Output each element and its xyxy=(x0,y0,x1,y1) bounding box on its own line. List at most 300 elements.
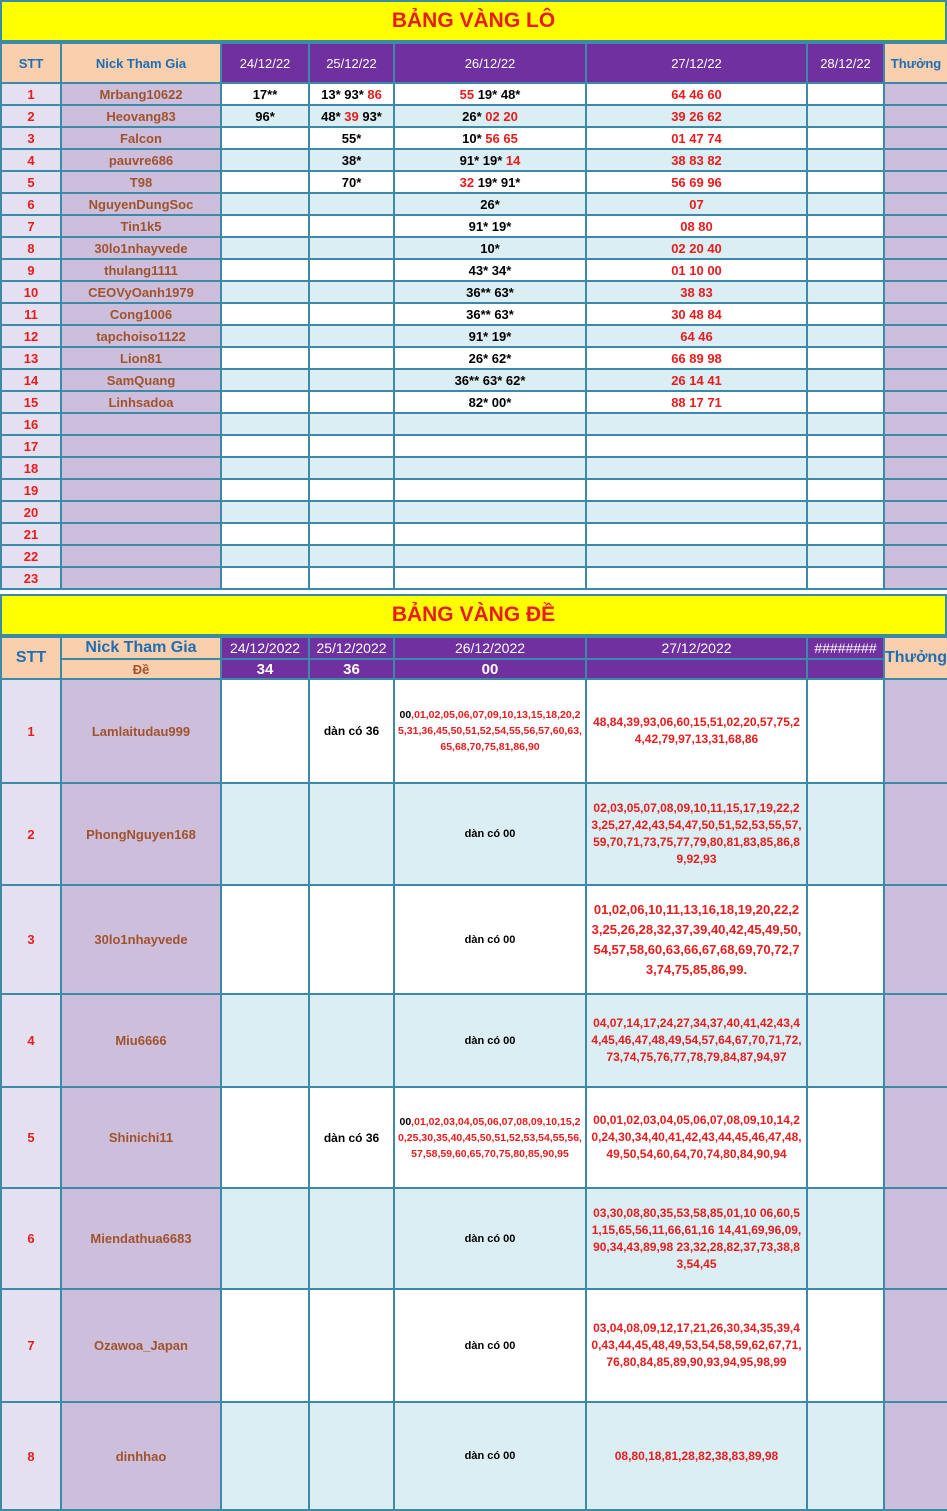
lo-pick-cell-1 xyxy=(221,215,309,237)
lo-pick-number: 01 10 00 xyxy=(671,262,722,278)
lo-pick-cell-1 xyxy=(221,149,309,171)
lo-pick-cell-2 xyxy=(309,237,394,259)
lo-pick-cell-4 xyxy=(586,567,807,589)
lo-bonus-cell xyxy=(884,215,947,237)
lo-pick-cell-5 xyxy=(807,193,884,215)
lo-pick-cell-3 xyxy=(394,259,586,281)
de-pick-cell-1 xyxy=(221,1289,309,1402)
lo-pick-number: 08 80 xyxy=(680,218,713,234)
lo-nick-cell xyxy=(61,457,221,479)
de-dan-note: dàn có 00 xyxy=(464,828,516,840)
lo-pick-cell-3 xyxy=(394,347,586,369)
lo-pick-cell-4 xyxy=(586,127,807,149)
de-header-nick: Nick Tham Gia xyxy=(61,637,221,659)
lo-pick-cell-3 xyxy=(394,413,586,435)
lo-pick-cell-5 xyxy=(807,325,884,347)
lo-pick-number: 19* 91* xyxy=(474,174,521,190)
lo-nick-cell xyxy=(61,413,221,435)
de-pick-cell-1 xyxy=(221,885,309,994)
lo-pick-cell-5 xyxy=(807,479,884,501)
lo-pick-cell-1 xyxy=(221,281,309,303)
lo-nick-cell: Tin1k5 xyxy=(61,215,221,237)
lo-nick-cell: Heovang83 xyxy=(61,105,221,127)
lo-stt-cell: 1 xyxy=(1,83,61,105)
lo-pick-number: 30 48 84 xyxy=(671,306,722,322)
de-pick-cell-3 xyxy=(394,994,586,1087)
lo-table-row xyxy=(1,193,947,215)
de-pick-cell-2 xyxy=(309,885,394,994)
lo-table-row xyxy=(1,237,947,259)
lo-table-row xyxy=(1,127,947,149)
de-dan-note: dàn có 00 xyxy=(464,1034,516,1047)
lo-table-row xyxy=(1,303,947,325)
lo-pick-number: 26 14 41 xyxy=(671,372,722,388)
de-pick-cell-2 xyxy=(309,994,394,1087)
lo-stt-cell: 2 xyxy=(1,105,61,127)
lo-pick-cell-5 xyxy=(807,369,884,391)
lo-pick-cell-4 xyxy=(586,457,807,479)
lo-pick-cell-3 xyxy=(394,545,586,567)
de-stt-cell: 3 xyxy=(1,885,61,994)
lo-pick-cell-5 xyxy=(807,435,884,457)
de-stt-cell: 4 xyxy=(1,994,61,1087)
lo-nick-cell: Lion81 xyxy=(61,347,221,369)
lo-pick-cell-2 xyxy=(309,171,394,193)
lo-pick-cell-4 xyxy=(586,237,807,259)
de-table-row xyxy=(1,1188,947,1289)
lo-bonus-cell xyxy=(884,347,947,369)
de-result-4 xyxy=(586,659,807,679)
lo-bonus-cell xyxy=(884,149,947,171)
lo-pick-cell-4 xyxy=(586,347,807,369)
lo-pick-number: 43* 34* xyxy=(468,262,512,278)
de-pick-cell-2: dàn có 36 xyxy=(309,1087,394,1188)
lo-bonus-cell xyxy=(884,545,947,567)
de-table-row xyxy=(1,994,947,1087)
lo-pick-cell-2 xyxy=(309,567,394,589)
de-pick-cell-2: dàn có 36 xyxy=(309,679,394,783)
lo-pick-cell-3 xyxy=(394,325,586,347)
de-pick-cell-2 xyxy=(309,1289,394,1402)
lo-stt-cell: 6 xyxy=(1,193,61,215)
lo-pick-number: 36** 63* 62* xyxy=(454,372,526,388)
lo-pick-cell-1 xyxy=(221,259,309,281)
lo-stt-cell: 18 xyxy=(1,457,61,479)
lo-pick-number: 88 17 71 xyxy=(671,394,722,410)
de-stt-cell: 8 xyxy=(1,1402,61,1510)
lo-pick-cell-1 xyxy=(221,347,309,369)
de-pick-cell-3 xyxy=(394,679,586,783)
lo-pick-cell-3 xyxy=(394,303,586,325)
de-pick-cell-1 xyxy=(221,1402,309,1510)
lo-pick-cell-2 xyxy=(309,325,394,347)
lo-table-row xyxy=(1,567,947,589)
lo-stt-cell: 21 xyxy=(1,523,61,545)
lo-nick-cell: Cong1006 xyxy=(61,303,221,325)
lo-pick-cell-4 xyxy=(586,171,807,193)
de-header-stt: STT xyxy=(1,637,61,679)
lo-pick-cell-2 xyxy=(309,457,394,479)
lo-pick-cell-2 xyxy=(309,105,394,127)
de-table-row xyxy=(1,1402,947,1510)
lo-pick-cell-5 xyxy=(807,347,884,369)
lo-pick-cell-4 xyxy=(586,149,807,171)
de-bonus-cell xyxy=(884,994,947,1087)
lo-pick-cell-3 xyxy=(394,479,586,501)
lo-pick-cell-4 xyxy=(586,215,807,237)
lo-pick-cell-1 xyxy=(221,457,309,479)
lo-pick-cell-1 xyxy=(221,435,309,457)
lo-pick-cell-2 xyxy=(309,347,394,369)
lo-pick-cell-3 xyxy=(394,435,586,457)
de-pick-cell-5 xyxy=(807,1087,884,1188)
lo-pick-number: 07 xyxy=(689,196,704,212)
lo-pick-number: 96* xyxy=(255,108,275,124)
lo-pick-cell-2 xyxy=(309,215,394,237)
de-table xyxy=(0,636,947,1511)
de-header-date-2: 25/12/2022 xyxy=(309,637,394,659)
lo-bonus-cell xyxy=(884,523,947,545)
lo-nick-cell xyxy=(61,523,221,545)
lo-pick-cell-3 xyxy=(394,237,586,259)
lo-pick-number: 14 xyxy=(505,152,521,168)
lo-pick-number: 93* xyxy=(358,108,382,124)
de-pick-cell-3 xyxy=(394,783,586,885)
lo-pick-cell-2 xyxy=(309,281,394,303)
lo-pick-cell-4 xyxy=(586,369,807,391)
lo-nick-cell xyxy=(61,479,221,501)
lo-stt-cell: 20 xyxy=(1,501,61,523)
de-number-list xyxy=(395,707,585,755)
lo-pick-cell-4 xyxy=(586,105,807,127)
lo-stt-cell: 15 xyxy=(1,391,61,413)
de-header-date-1: 24/12/2022 xyxy=(221,637,309,659)
lo-pick-cell-2 xyxy=(309,83,394,105)
de-result-row xyxy=(1,659,947,679)
lo-pick-cell-3 xyxy=(394,149,586,171)
lo-pick-cell-3 xyxy=(394,391,586,413)
lo-nick-cell: Falcon xyxy=(61,127,221,149)
de-pick-cell-3 xyxy=(394,885,586,994)
de-pick-cell-5 xyxy=(807,1188,884,1289)
lo-pick-cell-1 xyxy=(221,391,309,413)
lo-pick-cell-2 xyxy=(309,127,394,149)
lo-nick-cell: NguyenDungSoc xyxy=(61,193,221,215)
lo-nick-cell: Linhsadoa xyxy=(61,391,221,413)
lo-nick-cell: CEOVyOanh1979 xyxy=(61,281,221,303)
lo-header-bonus: Thưởng xyxy=(884,43,947,83)
de-bonus-cell xyxy=(884,783,947,885)
de-nick-cell: Miendathua6683 xyxy=(61,1188,221,1289)
lo-pick-number: 38 83 xyxy=(680,284,713,300)
lo-bonus-cell xyxy=(884,413,947,435)
lo-table-row xyxy=(1,391,947,413)
de-dan-note: dàn có 00 xyxy=(464,1450,516,1462)
lo-pick-cell-1 xyxy=(221,545,309,567)
lo-bonus-cell xyxy=(884,193,947,215)
de-number-list: 03,30,08,80,35,53,58,85,01,10 06,60,51,15,65,56,11,66,61,16 14,41,69,96,09,90,34,43,89,98 23,32,28,82,37,73,38,83,54,45 xyxy=(591,1205,802,1271)
lo-pick-cell-4 xyxy=(586,325,807,347)
lo-pick-cell-1 xyxy=(221,523,309,545)
lo-pick-number: 70* xyxy=(341,174,362,190)
lo-pick-cell-5 xyxy=(807,237,884,259)
de-bonus-cell xyxy=(884,1188,947,1289)
lo-pick-number: 02 20 xyxy=(485,108,518,124)
lo-bonus-cell xyxy=(884,281,947,303)
lo-pick-number: 26* xyxy=(462,108,486,124)
de-pick-cell-1 xyxy=(221,783,309,885)
de-dan-note: dàn có 00 xyxy=(464,1232,516,1245)
lo-pick-cell-2 xyxy=(309,523,394,545)
lo-pick-number: 86 xyxy=(367,86,382,102)
de-stt-cell: 5 xyxy=(1,1087,61,1188)
lo-pick-cell-3 xyxy=(394,171,586,193)
lo-table-row xyxy=(1,171,947,193)
lo-bonus-cell xyxy=(884,83,947,105)
lo-table-row xyxy=(1,479,947,501)
lo-pick-cell-4 xyxy=(586,303,807,325)
lo-table xyxy=(0,42,947,590)
de-header-bonus: Thưởng xyxy=(884,637,947,679)
lo-bonus-cell xyxy=(884,391,947,413)
lo-pick-cell-4 xyxy=(586,479,807,501)
lo-nick-cell: SamQuang xyxy=(61,369,221,391)
lo-stt-cell: 12 xyxy=(1,325,61,347)
de-pick-cell-3 xyxy=(394,1087,586,1188)
lo-body xyxy=(1,83,947,589)
lo-header-date-4: 27/12/22 xyxy=(586,43,807,83)
lo-pick-cell-1 xyxy=(221,193,309,215)
lo-nick-cell: pauvre686 xyxy=(61,149,221,171)
lo-pick-cell-3 xyxy=(394,523,586,545)
lo-stt-cell: 14 xyxy=(1,369,61,391)
lo-pick-number: 56 65 xyxy=(485,130,518,146)
de-number-list: 03,04,08,09,12,17,21,26,30,34,35,39,40,43,44,45,48,49,53,54,58,59,62,67,71,76,80,84,85,89,90,93,94,95,98,99 xyxy=(591,1321,802,1369)
de-dan-note: dàn có 00 xyxy=(464,1339,516,1352)
lo-pick-number: 55* xyxy=(341,130,362,146)
de-pick-cell-4 xyxy=(586,1087,807,1188)
lo-pick-number: 91* 19* xyxy=(459,152,506,168)
lo-pick-cell-2 xyxy=(309,501,394,523)
lo-table-row xyxy=(1,325,947,347)
de-header-row xyxy=(1,637,947,659)
de-number-lead: 00 xyxy=(399,709,412,721)
lo-pick-cell-1 xyxy=(221,501,309,523)
lo-pick-number: 01 47 74 xyxy=(671,130,722,146)
lo-pick-cell-5 xyxy=(807,83,884,105)
de-header-date-5: ######## xyxy=(807,637,884,659)
de-pick-cell-3 xyxy=(394,1402,586,1510)
lo-pick-cell-1 xyxy=(221,567,309,589)
lo-pick-cell-5 xyxy=(807,215,884,237)
lo-pick-cell-1 xyxy=(221,171,309,193)
lo-pick-number: 38 83 82 xyxy=(671,152,722,168)
de-pick-cell-4 xyxy=(586,783,807,885)
lo-pick-number: 02 20 40 xyxy=(671,240,722,256)
lo-table-row xyxy=(1,215,947,237)
lo-pick-cell-5 xyxy=(807,259,884,281)
lo-stt-cell: 17 xyxy=(1,435,61,457)
lo-pick-cell-2 xyxy=(309,479,394,501)
lo-pick-cell-2 xyxy=(309,435,394,457)
lo-pick-number: 64 46 60 xyxy=(671,86,722,102)
de-table-row xyxy=(1,1087,947,1188)
lo-pick-cell-4 xyxy=(586,545,807,567)
lo-pick-number: 26* 62* xyxy=(468,350,512,366)
de-stt-cell: 7 xyxy=(1,1289,61,1402)
de-bonus-cell xyxy=(884,1087,947,1188)
lo-pick-number: 13* 93* xyxy=(321,86,368,102)
de-pick-cell-3 xyxy=(394,1289,586,1402)
lo-table-row xyxy=(1,457,947,479)
de-pick-cell-5 xyxy=(807,885,884,994)
de-table-row xyxy=(1,679,947,783)
lo-pick-cell-1 xyxy=(221,479,309,501)
lo-pick-number: 39 xyxy=(344,108,359,124)
de-result-2: 36 xyxy=(309,659,394,679)
lo-pick-number: 56 69 96 xyxy=(671,174,722,190)
lo-stt-cell: 9 xyxy=(1,259,61,281)
lo-table-row xyxy=(1,435,947,457)
lo-nick-cell xyxy=(61,567,221,589)
lo-table-row xyxy=(1,545,947,567)
lo-pick-cell-2 xyxy=(309,303,394,325)
lo-bonus-cell xyxy=(884,259,947,281)
lo-stt-cell: 3 xyxy=(1,127,61,149)
lo-stt-cell: 23 xyxy=(1,567,61,589)
lo-header-date-2: 25/12/22 xyxy=(309,43,394,83)
de-nick-cell: Lamlaitudau999 xyxy=(61,679,221,783)
de-result-1: 34 xyxy=(221,659,309,679)
lo-pick-number: 32 xyxy=(459,174,475,190)
de-body xyxy=(1,679,947,1510)
de-pick-cell-5 xyxy=(807,994,884,1087)
lo-stt-cell: 22 xyxy=(1,545,61,567)
de-number-list: 00,01,02,03,04,05,06,07,08,09,10,14,20,24,30,34,40,41,42,43,44,45,46,47,48,49,50,54,60,64,70,74,80,84,90,94 xyxy=(591,1113,802,1161)
lo-pick-cell-5 xyxy=(807,127,884,149)
lo-pick-number: 10* xyxy=(480,240,500,256)
lo-pick-cell-2 xyxy=(309,545,394,567)
lo-stt-cell: 10 xyxy=(1,281,61,303)
lo-pick-cell-3 xyxy=(394,83,586,105)
lo-nick-cell: thulang1111 xyxy=(61,259,221,281)
lo-pick-cell-5 xyxy=(807,281,884,303)
lo-header-row xyxy=(1,43,947,83)
de-pick-cell-2 xyxy=(309,1188,394,1289)
de-pick-cell-1 xyxy=(221,679,309,783)
lo-pick-cell-3 xyxy=(394,193,586,215)
lo-pick-cell-3 xyxy=(394,105,586,127)
lo-pick-cell-5 xyxy=(807,149,884,171)
lo-nick-cell xyxy=(61,501,221,523)
lo-pick-cell-1 xyxy=(221,105,309,127)
lo-pick-number: 38* xyxy=(341,152,362,168)
lo-pick-cell-2 xyxy=(309,149,394,171)
de-result-5 xyxy=(807,659,884,679)
lo-pick-number: 36** 63* xyxy=(466,306,514,322)
lo-header-stt: STT xyxy=(1,43,61,83)
lo-header-date-3: 26/12/22 xyxy=(394,43,586,83)
lo-pick-number: 66 89 98 xyxy=(671,350,722,366)
lo-pick-number: 64 46 xyxy=(680,328,713,344)
lo-bonus-cell xyxy=(884,369,947,391)
lo-pick-cell-5 xyxy=(807,303,884,325)
lo-pick-cell-2 xyxy=(309,391,394,413)
lo-pick-cell-5 xyxy=(807,457,884,479)
de-pick-cell-4 xyxy=(586,1188,807,1289)
de-result-3: 00 xyxy=(394,659,586,679)
de-bonus-cell xyxy=(884,1402,947,1510)
lo-pick-cell-5 xyxy=(807,501,884,523)
de-pick-cell-5 xyxy=(807,679,884,783)
de-number-rest: ,01,02,03,04,05,06,07,08,09,10,15,20,25,30,35,40,45,50,51,52,53,54,55,56,57,58,59,60,65,70,75,80,85,90,95 xyxy=(398,1115,582,1160)
lo-pick-cell-1 xyxy=(221,127,309,149)
lo-pick-cell-4 xyxy=(586,501,807,523)
lo-bonus-cell xyxy=(884,435,947,457)
de-nick-cell: Shinichi11 xyxy=(61,1087,221,1188)
lo-table-row xyxy=(1,83,947,105)
de-bonus-cell xyxy=(884,1289,947,1402)
lo-bonus-cell xyxy=(884,105,947,127)
lo-bonus-cell xyxy=(884,567,947,589)
lo-pick-number: 26* xyxy=(480,196,500,212)
lo-table-row xyxy=(1,259,947,281)
lo-pick-cell-4 xyxy=(586,281,807,303)
lo-bonus-cell xyxy=(884,325,947,347)
lo-pick-cell-4 xyxy=(586,83,807,105)
de-pick-cell-2 xyxy=(309,783,394,885)
de-nick-cell: Ozawoa_Japan xyxy=(61,1289,221,1402)
de-stt-cell: 2 xyxy=(1,783,61,885)
de-table-row xyxy=(1,1289,947,1402)
de-nick-cell: 30lo1nhayvede xyxy=(61,885,221,994)
de-pick-cell-4 xyxy=(586,679,807,783)
lo-pick-cell-1 xyxy=(221,83,309,105)
de-number-list: 08,80,18,81,28,82,38,83,89,98 xyxy=(614,1448,779,1463)
lo-pick-cell-3 xyxy=(394,369,586,391)
lo-pick-cell-3 xyxy=(394,457,586,479)
lo-pick-cell-5 xyxy=(807,523,884,545)
lo-pick-number: 19* 48* xyxy=(474,86,521,102)
de-number-lead: 00 xyxy=(399,1115,412,1128)
lo-pick-cell-3 xyxy=(394,567,586,589)
de-pick-cell-1 xyxy=(221,1188,309,1289)
de-pick-cell-1 xyxy=(221,994,309,1087)
de-number-list: 01,02,06,10,11,13,16,18,19,20,22,23,25,26,28,32,37,39,40,42,45,49,50,54,57,58,60,63,66,67,68,69,70,72,73,74,75,85,86,99. xyxy=(591,901,802,977)
de-pick-cell-5 xyxy=(807,783,884,885)
lo-table-row xyxy=(1,347,947,369)
de-bonus-cell xyxy=(884,885,947,994)
lo-header-nick: Nick Tham Gia xyxy=(61,43,221,83)
lo-pick-cell-1 xyxy=(221,303,309,325)
de-nick-cell: PhongNguyen168 xyxy=(61,783,221,885)
lo-header-date-5: 28/12/22 xyxy=(807,43,884,83)
lo-table-row xyxy=(1,413,947,435)
de-header-date-3: 26/12/2022 xyxy=(394,637,586,659)
lo-pick-cell-5 xyxy=(807,413,884,435)
de-title: BẢNG VÀNG ĐỀ xyxy=(0,594,947,636)
lo-bonus-cell xyxy=(884,501,947,523)
lo-stt-cell: 19 xyxy=(1,479,61,501)
de-bonus-cell xyxy=(884,679,947,783)
de-number-list: 48,84,39,93,06,60,15,51,02,20,57,75,24,42,79,97,13,31,68,86 xyxy=(593,715,800,746)
lo-nick-cell xyxy=(61,545,221,567)
lo-stt-cell: 16 xyxy=(1,413,61,435)
lo-stt-cell: 5 xyxy=(1,171,61,193)
lo-pick-cell-3 xyxy=(394,501,586,523)
lo-bonus-cell xyxy=(884,303,947,325)
lo-nick-cell xyxy=(61,435,221,457)
